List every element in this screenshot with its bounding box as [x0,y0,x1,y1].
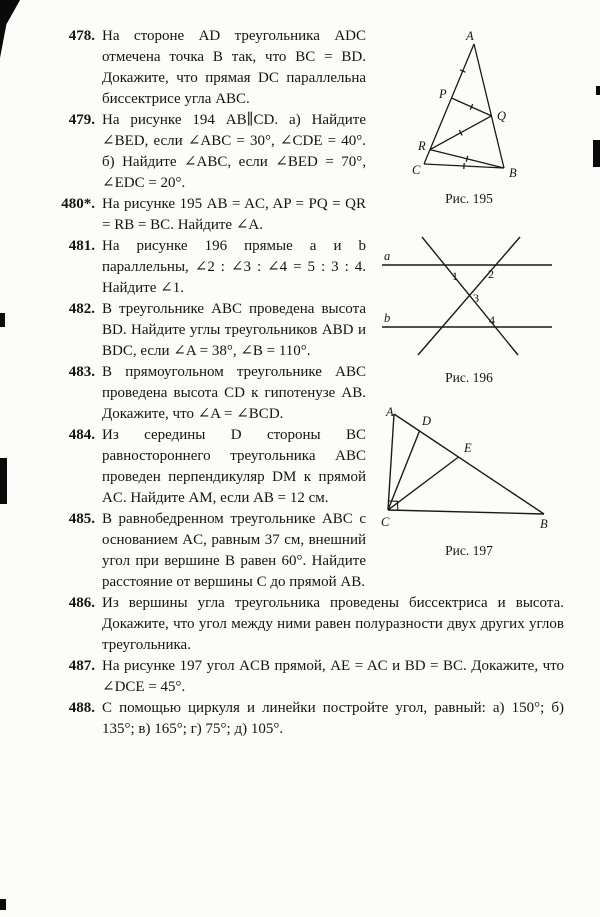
problem-text: Из вершины угла треугольника проведены биссектриса и высота. Докажите, что угол между ними равен полуразности двух других углов треугольника. [102,595,564,653]
triangle-side-AC [424,44,474,164]
problem-number: 487. [68,658,95,674]
problem-text: На рисунке 195 AB = AC, AP = PQ = QR = RB = BC. Найдите ∠A. [102,196,366,233]
problem-number: 483. [68,364,95,380]
scan-artifact [0,458,7,504]
problem-number: 482. [68,301,95,317]
problem-list [50,26,564,740]
problem-text: На рисунке 197 угол ACB прямой, AE = AC и BD = BC. Докажите, что ∠DCE = 45°. [102,658,564,695]
figure-197-drawing [380,406,558,532]
problem-item-487 [50,656,564,698]
problem-text: В равнобедренном треугольнике ABC с основанием AC, равным 37 см, внешний угол при вершине B равен 60°. Найдите расстояние от вершины C до прямой AB. [102,511,366,590]
problem-text: Из середины D стороны BC равностороннего треугольника ABC проведен перпендикуляр DM к прямой AC. Найдите AM, если AB = 12 см. [102,427,366,506]
problem-number: 488. [68,700,95,716]
angle-label-3: 3 [473,291,479,305]
problem-text: В прямоугольном треугольнике ABC проведена высота CD к гипотенузе AB. Докажите, что ∠A = ∠BCD. [102,364,366,422]
problem-number: 479. [68,112,95,128]
problem-number: 484. [68,427,95,443]
figure-caption: Рис. 197 [445,543,493,558]
problem-number: 485. [68,511,95,527]
figure-195 [374,28,564,209]
figure-196-drawing [380,227,558,359]
tick-mark [466,156,467,162]
scan-artifact [0,899,6,910]
vertex-label-A: A [466,29,474,43]
angle-label-1: 1 [452,269,458,283]
vertex-label-C: C [381,515,390,529]
point-label-E: E [464,441,472,455]
angle-label-2: 2 [488,267,494,281]
figure-196 [374,227,564,388]
figure-caption: Рис. 196 [445,370,493,385]
triangle-hypotenuse-AB [394,414,544,514]
vertex-label-B: B [540,517,548,531]
scan-artifact [593,140,600,167]
vertex-label-B: B [509,166,517,180]
figure-197 [374,406,564,561]
problem-number: 478. [68,28,95,44]
problem-text: На рисунке 196 прямые a и b параллельны, ∠2 : ∠3 : ∠4 = 5 : 3 : 4. Найдите ∠1. [102,238,366,296]
scan-artifact [0,0,20,58]
line-label-b: b [384,311,391,325]
problem-item-486 [50,593,564,656]
scan-artifact [596,86,600,95]
point-label-Q: Q [497,109,507,123]
figure-column [374,26,564,579]
problem-number: 480*. [61,196,95,212]
vertex-label-C: C [412,163,421,177]
vertex-label-A: A [386,406,394,419]
point-label-R: R [418,139,426,153]
problem-text: С помощью циркуля и линейки постройте угол, равный: а) 150°; б) 135°; в) 165°; г) 75°; д) 105°. [102,700,564,737]
problem-text: На рисунке 194 AB∥CD. а) Найдите ∠BED, если ∠ABC = 30°, ∠CDE = 40°. б) Найдите ∠ABC, если ∠BED = 70°, ∠EDC = 20°. [102,112,366,191]
triangle-side-AB [474,44,507,168]
line-label-a: a [384,249,391,263]
transversal-2 [418,237,520,355]
problem-text: На стороне AD треугольника ADC отмечена точка B так, что BC = BD. Докажите, что прямая DC параллельна биссектрисе угла ABC. [102,28,366,107]
problem-number: 486. [68,595,95,611]
problem-text: В треугольнике ABC проведена высота BD. Найдите углы треугольников ABD и BDC, если ∠A = 38°, ∠B = 110°. [102,301,366,359]
figure-195-drawing [394,28,544,180]
point-label-D: D [422,414,432,428]
scan-artifact [0,313,5,327]
problem-number: 481. [68,238,95,254]
triangle-base-CB [388,510,544,514]
problem-item-488 [50,698,564,740]
angle-label-4: 4 [489,313,495,327]
transversal-1 [422,237,518,355]
point-label-P: P [439,87,447,101]
figure-caption: Рис. 195 [445,191,493,206]
